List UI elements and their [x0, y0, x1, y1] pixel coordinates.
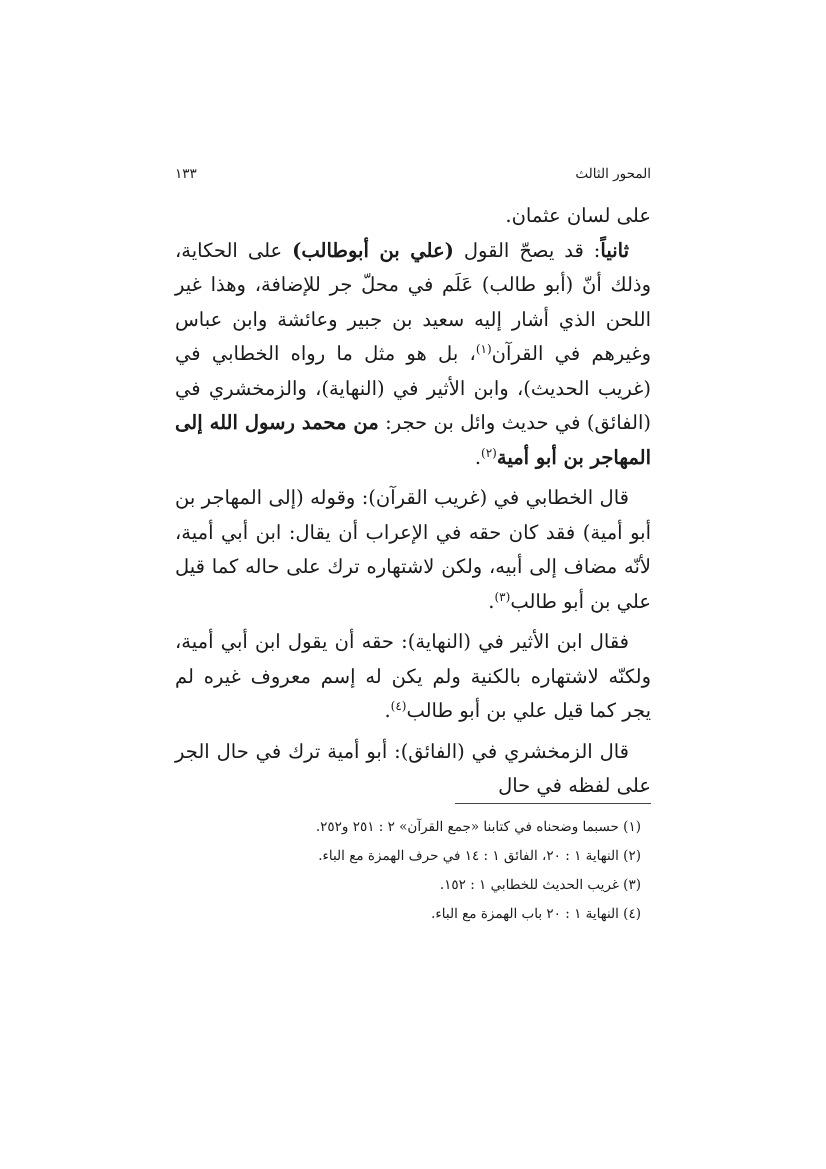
bold-phrase: (علي بن أبوطالب) — [292, 238, 454, 262]
paragraph-2: ثانياً: قد يصحّ القول (علي بن أبوطالب) على الحكاية، وذلك أنّ (أبو طالب) عَلَم في محلّ جر للإضافة، وهذا غير اللحن الذي أشار إليه سعيد بن جبير وعائشة وابن عباس وغيرهم في القرآن$^{(١)}$، بل هو مثل ما رواه الخطابي في (غريب الحديث)، وابن الأثير في (النهاية)، والزمخشري في (الفائق) في حديث وائل بن حجر: من محمد رسول الله إلى المهاجر بن أبو أمية$^{(٢)}$. — [175, 238, 651, 469]
paragraph-3: قال الخطابي في (غريب القرآن): وقوله (إلى المهاجر بن أبو أمية) فقد كان حقه في الإعراب أن يقال: ابن أبي أمية، لأنّه مضاف إلى أبيه، ولكن لاشتهاره ترك على حاله كما قيل علي بن أبو طالب$^{(٣)}$. — [175, 486, 651, 613]
footnote-2: (٢) النهاية ١ : ٢٠، الفائق ١ : ١٤ في حرف الهمزة مع الباء. — [318, 848, 641, 864]
footnote-ref-4[interactable]: (٤) — [390, 699, 407, 713]
paragraph-1: على لسان عثمان. — [505, 204, 651, 227]
chapter-title: المحور الثالث — [575, 166, 651, 182]
paragraph-4: فقال ابن الأثير في (النهاية): حقه أن يقول ابن أبي أمية، ولكنّه لاشتهاره بالكنية ولم يكن له إسم معروف غيره لم يجر كما قيل علي بن أبو طالب$^{(٤)}$. — [175, 630, 651, 722]
section-lead: ثانياً — [600, 238, 630, 262]
footnote-ref-2[interactable]: (٢) — [481, 445, 497, 460]
main-text — [175, 199, 651, 804]
footnote-4: (٤) النهاية ١ : ٢٠ باب الهمزة مع الباء. — [431, 906, 641, 922]
footnote-ref-3[interactable]: (٣) — [494, 589, 511, 604]
footnote-3: (٣) غريب الحديث للخطابي ١ : ١٥٢. — [439, 877, 641, 893]
footnote-divider — [455, 803, 651, 804]
footnote-1: (١) حسبما وضحناه في كتابنا «جمع القرآن» ٢ : ٢٥١ و٢٥٢. — [315, 819, 641, 835]
page-number: ١٣٣ — [175, 166, 197, 182]
running-header — [175, 166, 651, 188]
bold-quote: من محمد رسول الله إلى المهاجر بن أبو أمية — [175, 411, 651, 469]
paragraph-5: قال الزمخشري في (الفائق): أبو أمية ترك في حال الجر على لفظه في حال — [175, 739, 651, 797]
footnotes — [175, 813, 651, 929]
footnote-ref-1[interactable]: (١) — [475, 342, 492, 356]
